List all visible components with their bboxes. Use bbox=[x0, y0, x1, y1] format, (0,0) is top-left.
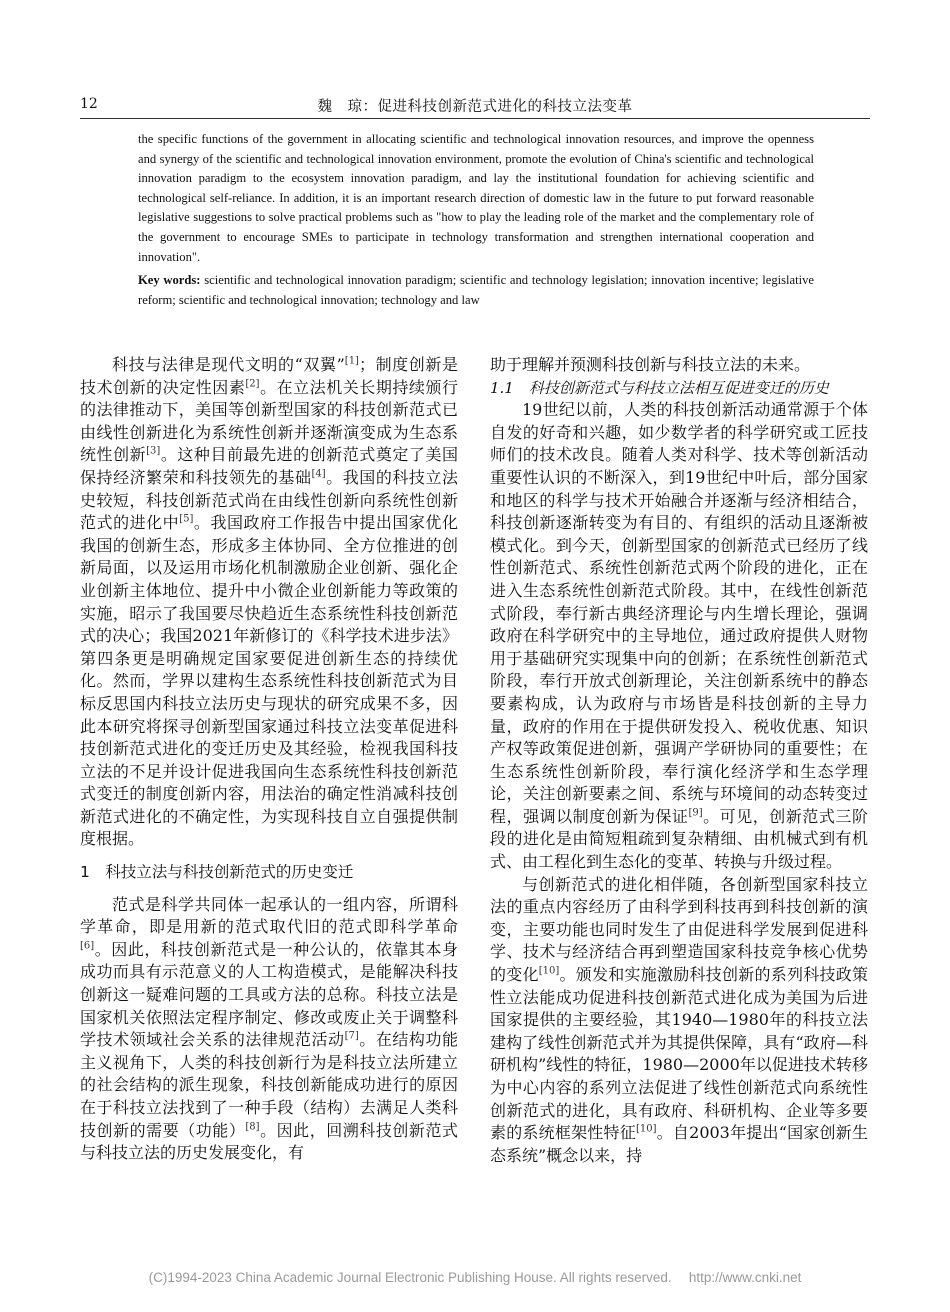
citation: [10] bbox=[538, 965, 560, 977]
citation: [8] bbox=[245, 1121, 260, 1133]
keywords-text: scientific and technological innovation paradigm; scientific and technology legislation; innovation incentive; legislative reform; scientific and technological innovation; technology and law bbox=[138, 273, 814, 307]
citation: [5] bbox=[179, 513, 194, 525]
left-column bbox=[80, 354, 458, 1165]
citation: [1] bbox=[344, 355, 359, 367]
running-header bbox=[80, 94, 870, 119]
subsection-heading: 1.1 科技创新范式与科技立法相互促进变迁的历史 bbox=[490, 378, 829, 397]
keywords-label: Key words: bbox=[138, 273, 201, 288]
page-number: 12 bbox=[80, 96, 98, 112]
section-heading: 1 科技立法与科技创新范式的历史变迁 bbox=[80, 863, 354, 882]
copyright-footer: (C)1994-2023 China Academic Journal Electronic Publishing House. All rights reserved. http://www.cnki.net bbox=[148, 1270, 802, 1285]
citation: [3] bbox=[146, 446, 161, 458]
running-title: 魏 琼：促进科技创新范式进化的科技立法变革 bbox=[317, 99, 633, 115]
body-paragraph: 范式是科学共同体一起承认的一组内容，所谓科学革命，即是用新的范式取代旧的范式即科学革命[6]。因此，科技创新范式是一种公认的，依靠其本身成功而具有示范意义的人工构造模式，是能解决科技创新这一疑难问题的工具或方法的总称。科技立法是国家机关依照法定程序制定、修改或废止关于调整科学技术领域社会关系的法律规范活动[7]。在结构功能主义视角下，人类的科技创新行为是科技立法所建立的社会结构的派生现象，科技创新能成功进行的原因在于科技立法找到了一种手段（结构）去满足人类科技创新的需要（功能）[8]。因此，回溯科技创新范式与科技立法的历史发展变化，有 bbox=[80, 894, 458, 1163]
citation: [2] bbox=[245, 378, 260, 390]
citation: [6] bbox=[80, 940, 95, 952]
keywords bbox=[138, 271, 814, 310]
citation: [7] bbox=[344, 1030, 359, 1042]
right-column bbox=[490, 354, 868, 1167]
citation: [10] bbox=[635, 1123, 657, 1135]
body-paragraph: 与创新范式的进化相伴随，各创新型国家科技立法的重点内容经历了由科学到科技再到科技创新的演变，主要功能也同时发生了由促进科学发展到促进科学、技术与经济结合再到塑造国家科技竞争核心优势的变化[10]。颁发和实施激励科技创新的系列科技政策性立法能成功促进科技创新范式进化成为美国为后进国家提供的主要经验，其1940—1980年的科技立法建构了线性创新范式并为其提供保障，具有“政府—科研机构”线性的特征，1980—2000年以促进技术转移为中心内容的系列立法促进了线性创新范式向系统性创新范式的进化，具有政府、科研机构、企业等多要素的系统框架性特征[10]。自2003年提出“国家创新生态系统”概念以来，持 bbox=[490, 874, 868, 1165]
english-abstract bbox=[138, 130, 814, 310]
citation: [9] bbox=[688, 807, 703, 819]
intro-paragraph: 科技与法律是现代文明的“双翼”[1]；制度创新是技术创新的决定性因素[2]。在立法机关长期持续颁行的法律推动下，美国等创新型国家的科技创新范式已由线性创新进化为系统性创新并逐渐演变成为生态系统性创新[3]。这种目前最先进的创新范式奠定了美国保持经济繁荣和科技领先的基础[4]。我国的科技立法史较短，科技创新范式尚在由线性创新向系统性创新范式的进化中[5]。我国政府工作报告中提出国家优化我国的创新生态，形成多主体协同、全方位推进的创新局面，以及运用市场化机制激励企业创新、强化企业创新主体地位、提升中小微企业创新能力等政策的实施，昭示了我国要尽快趋近生态系统性科技创新范式的决心；我国2021年新修订的《科学技术进步法》第四条更是明确规定国家要促进创新生态的持续优化。然而，学界以建构生态系统性科技创新范式为目标反思国内科技立法历史与现状的研究成果不多，因此本研究将探寻创新型国家通过科技立法变革促进科技创新范式进化的变迁历史及其经验，检视我国科技立法的不足并设计促进我国向生态系统性科技创新范式变迁的制度创新内容，用法治的确定性消减科技创新范式进化的不确定性，为实现科技自立自强提供制度根据。 bbox=[80, 355, 458, 849]
citation: [4] bbox=[311, 468, 326, 480]
body-paragraph: 19世纪以前，人类的科技创新活动通常源于个体自发的好奇和兴趣，如少数学者的科学研究或工匠技师们的技术改良。随着人类对科学、技术等创新活动重要性认识的不断深入，到19世纪中叶后，部分国家和地区的科学与技术开始融合并逐渐与经济相结合，科技创新逐渐转变为有目的、有组织的活动且逐渐被模式化。到今天，创新型国家的创新范式已经历了线性创新范式、系统性创新范式两个阶段的进化，正在进入生态系统性创新范式阶段。其中，在线性创新范式阶段，奉行新古典经济理论与内生增长理论，强调政府在科学研究中的主导地位，通过政府提供人财物用于基础研究实现集中向的创新；在系统性创新范式阶段，奉行开放式创新理论，关注创新系统中的静态要素构成，认为政府与市场皆是科技创新的主导力量，政府的作用在于提供研发投入、税收优惠、知识产权等政策促进创新，强调产学研协同的重要性；在生态系统性创新阶段，奉行演化经济学和生态学理论，关注创新要素之间、系统与环境间的动态转变过程，强调以制度创新为保证[9]。可见，创新范式三阶段的进化是由简短粗疏到复杂精细、由机械式到有机式、由工程化到生态化的变革、转换与升级过程。 bbox=[490, 400, 868, 872]
abstract-text: the specific functions of the government in allocating scientific and technological innovation resources, and improve the openness and synergy of the scientific and technological innovation environment, promote the evolution of China's scientific and technological innovation paradigm to the ecosystem innovation paradigm, and lay the institutional foundation for achieving scientific and technological self-reliance. In addition, it is an important research direction of domestic law in the future to put forward reasonable legislative suggestions to solve practical problems such as "how to play the leading role of the market and the complementary role of the government to encourage SMEs to participate in technology transformation and strengthen international cooperation and innovation". bbox=[138, 132, 814, 264]
continued-paragraph: 助于理解并预测科技创新与科技立法的未来。 bbox=[490, 355, 811, 374]
